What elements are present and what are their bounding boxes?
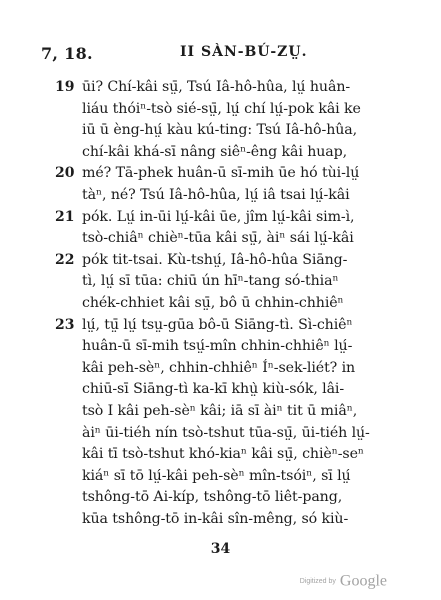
line-text: chí-kâi khá-sī nâng siêⁿ-êng kâi huap, — [82, 143, 348, 160]
line-text: kūa tshông-tō in-kâi sîn-mêng, só kiù- — [82, 510, 349, 527]
line-text: tàⁿ, né? Tsú Iâ-hô-hûa, lṳ́ iâ tsai lṳ́-kâi — [82, 186, 350, 203]
text-line — [0, 509, 441, 531]
page-number: 34 — [210, 541, 231, 557]
line-text: tì, lṳ́ sī tūa: chiū ún hīⁿ-tang só-thiaⁿ — [82, 273, 339, 290]
digitization-watermark — [300, 572, 387, 590]
text-line — [0, 163, 441, 185]
text-line — [0, 466, 441, 488]
text-line — [0, 336, 441, 358]
verse-number: 21 — [55, 208, 75, 225]
line-text: chék-chhiet kâi sṳ̄, bô ū chhin-chhiêⁿ — [82, 294, 344, 311]
verse-number: 23 — [55, 316, 75, 333]
running-title: II SÀN-BÚ-ZṲ. — [180, 44, 308, 60]
watermark-prefix: Digitized by — [299, 577, 336, 585]
line-text: mé? Tā-phek huân-ū sī-mih ūe hó tùi-lṳ́ — [82, 165, 360, 182]
line-text: kiáⁿ sī tō lṳ́-kâi peh-sèⁿ mîn-tsóiⁿ, sī lṳ́ — [82, 467, 351, 484]
verse-number: 20 — [55, 165, 75, 182]
line-text: pók. Lṳ́ in-ūi lṳ́-kâi ūe, jîm lṳ́-kâi sim-ì, — [82, 208, 355, 225]
text-line — [0, 185, 441, 207]
text-line — [0, 77, 441, 99]
line-text: chiū-sī Siāng-tì ka-kī khṳ̀ kiù-sók, lâi- — [82, 381, 345, 398]
chapter-verse-ref: 7, 18. — [41, 44, 93, 63]
line-text: àiⁿ ūi-tiéh nín tsò-tshut tūa-sṳ̄, ūi-tiéh lṳ́- — [82, 424, 370, 441]
text-line — [0, 401, 441, 423]
line-text: pók tit-tsai. Kù-tshṳ́, Iâ-hô-hûa Siāng- — [82, 251, 348, 268]
line-text: liáu thóiⁿ-tsò sié-sṳ̄, lṳ́ chí lṳ́-pok kâi ke — [82, 100, 361, 117]
verse-number: 22 — [55, 251, 75, 268]
text-line — [0, 228, 441, 250]
line-text: tsò-chiâⁿ chièⁿ-tūa kâi sṳ̄, àiⁿ sái lṳ́-kâi — [82, 230, 354, 247]
line-text: kâi tī tsò-tshut khó-kiaⁿ kâi sṳ̄, chièⁿ-seⁿ — [82, 446, 364, 463]
text-line — [0, 293, 441, 315]
text-line — [0, 423, 441, 445]
line-text: kâi peh-sèⁿ, chhin-chhiêⁿ Íⁿ-sek-liét? in — [82, 359, 356, 376]
text-line — [0, 120, 441, 142]
text-line — [0, 379, 441, 401]
line-text: iū ū èng-hṳ́ kàu kú-ting: Tsú Iâ-hô-hûa, — [82, 122, 358, 139]
watermark-logo: Google — [339, 572, 387, 590]
line-text: tshông-tō Ai-kíp, tshông-tō liêt-pang, — [82, 489, 343, 506]
text-line — [0, 315, 441, 337]
text-line — [0, 142, 441, 164]
line-text: lṳ́, tṳ̄ lṳ́ tsṳ-gūa bô-ū Siāng-tì. Sì-chiêⁿ — [82, 316, 353, 333]
verse-number: 19 — [55, 79, 75, 95]
text-line — [0, 487, 441, 509]
page-header — [0, 44, 441, 66]
line-text: ūi? Chí-kâi sṳ̄, Tsú Iâ-hô-hûa, lṳ́ huân- — [82, 79, 351, 95]
text-line — [0, 99, 441, 121]
text-line — [0, 207, 441, 229]
line-text: huân-ū sī-mih tsṳ́-mîn chhin-chhiêⁿ lṳ́- — [82, 338, 353, 355]
text-line — [0, 358, 441, 380]
text-line — [0, 250, 441, 272]
text-line — [0, 271, 441, 293]
line-text: tsò I kâi peh-sèⁿ kâi; iā sī àiⁿ tit ū miâⁿ, — [82, 402, 358, 419]
text-line — [0, 444, 441, 466]
body-text — [0, 77, 441, 530]
